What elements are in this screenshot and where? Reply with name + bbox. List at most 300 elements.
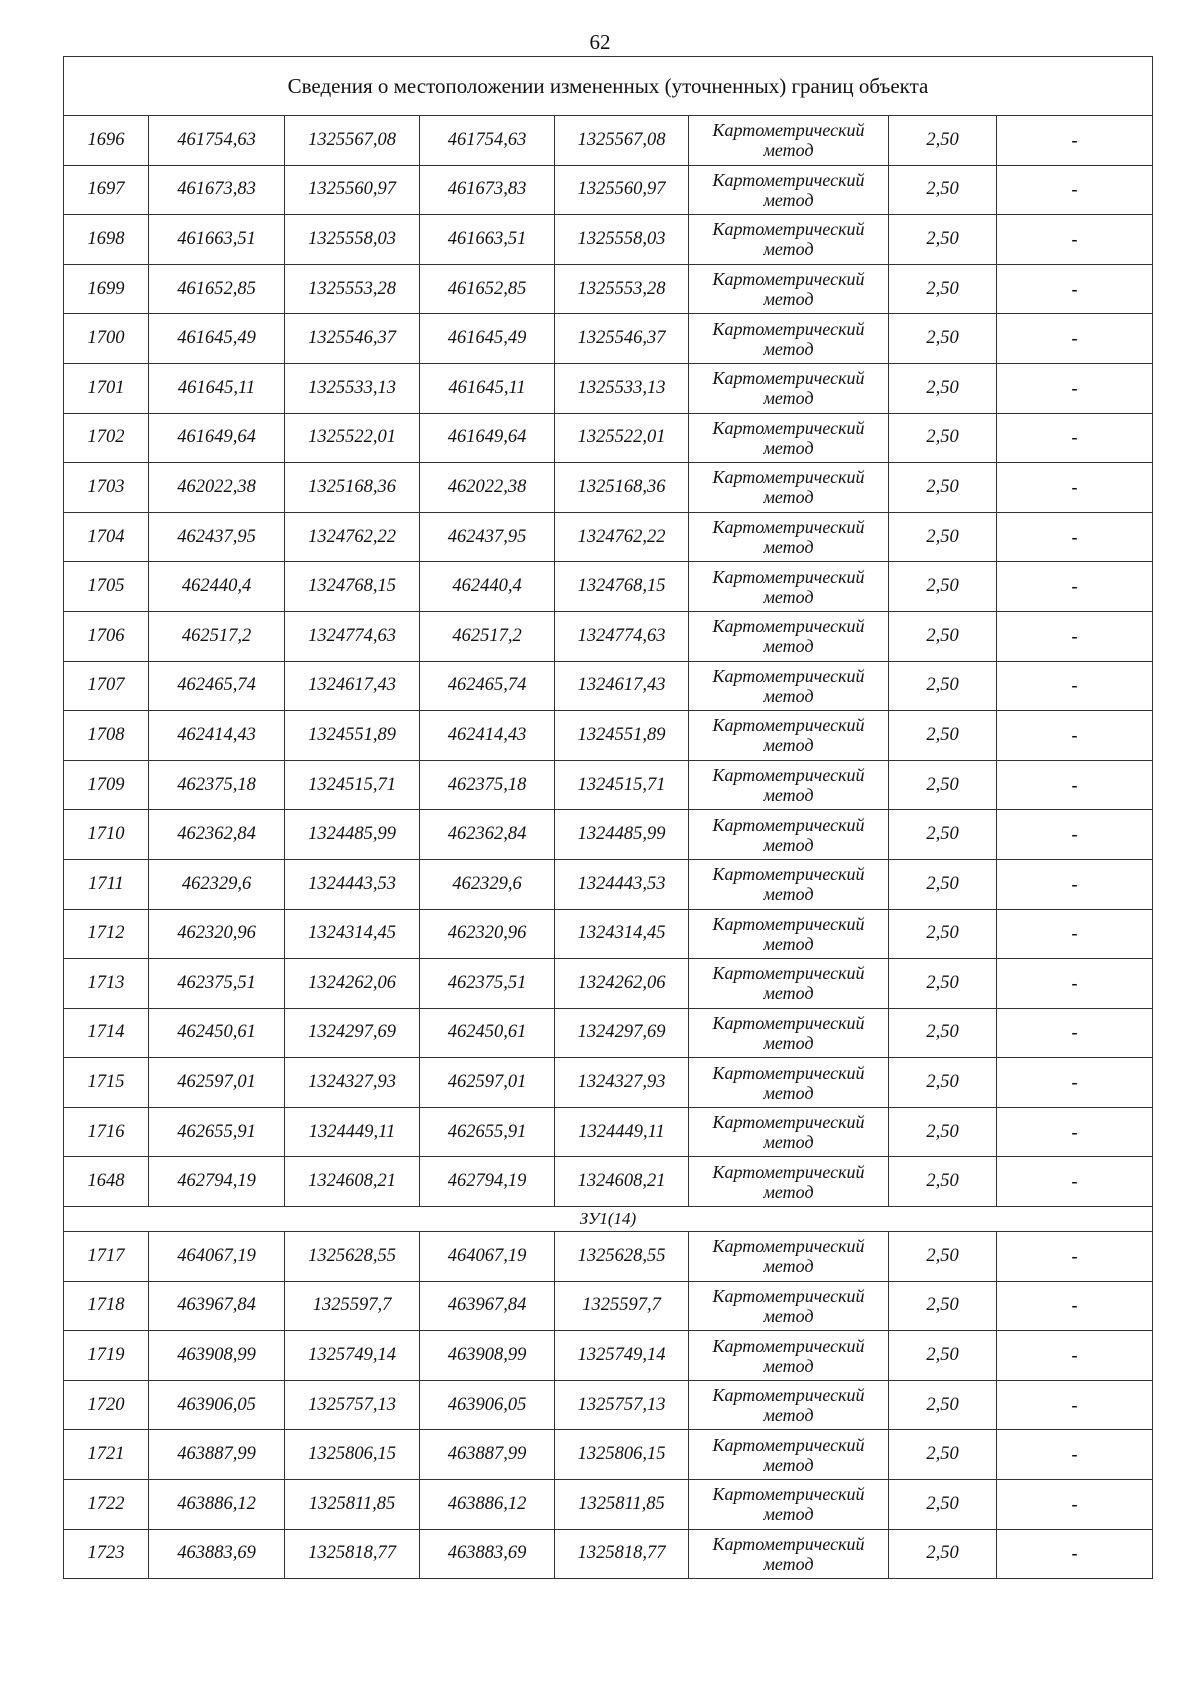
accuracy-cell: 2,50 [889, 413, 997, 463]
refined-x-cell: 462375,51 [420, 959, 555, 1009]
method-line-2: метод [763, 834, 814, 855]
accuracy-cell: 2,50 [889, 859, 997, 909]
existing-x-cell: 462440,4 [149, 562, 285, 612]
existing-y-cell: 1324608,21 [285, 1157, 420, 1207]
note-cell: - [997, 1331, 1153, 1381]
existing-y-cell: 1325628,55 [285, 1232, 420, 1282]
existing-x-cell: 461652,85 [149, 264, 285, 314]
method-cell [689, 1157, 889, 1207]
point-number-cell: 1714 [64, 1008, 149, 1058]
accuracy-cell: 2,50 [889, 1157, 997, 1207]
point-number-cell: 1706 [64, 611, 149, 661]
method-line-2: метод [763, 1082, 814, 1103]
existing-x-cell: 462465,74 [149, 661, 285, 711]
existing-x-cell: 462414,43 [149, 711, 285, 761]
table-row [64, 1281, 1153, 1331]
method-cell [689, 1107, 889, 1157]
method-line-2: метод [763, 586, 814, 607]
method-line-1: Картометрический [712, 219, 865, 240]
table-row [64, 1058, 1153, 1108]
method-cell [689, 1331, 889, 1381]
table-row [64, 1380, 1153, 1430]
method-cell [689, 1058, 889, 1108]
point-number-cell: 1723 [64, 1529, 149, 1579]
note-cell: - [997, 264, 1153, 314]
existing-x-cell: 463906,05 [149, 1380, 285, 1430]
table-row [64, 909, 1153, 959]
note-cell: - [997, 661, 1153, 711]
existing-y-cell: 1325546,37 [285, 314, 420, 364]
note-cell: - [997, 810, 1153, 860]
existing-y-cell: 1324485,99 [285, 810, 420, 860]
refined-y-cell: 1324515,71 [555, 760, 689, 810]
existing-y-cell: 1325806,15 [285, 1430, 420, 1480]
table-row [64, 1008, 1153, 1058]
refined-y-cell: 1325597,7 [555, 1281, 689, 1331]
note-cell: - [997, 314, 1153, 364]
table-row [64, 959, 1153, 1009]
refined-x-cell: 461754,63 [420, 116, 555, 166]
refined-x-cell: 462414,43 [420, 711, 555, 761]
refined-x-cell: 462465,74 [420, 661, 555, 711]
note-cell: - [997, 413, 1153, 463]
note-cell: - [997, 1281, 1153, 1331]
existing-x-cell: 462022,38 [149, 463, 285, 513]
method-line-1: Картометрический [712, 913, 865, 934]
accuracy-cell: 2,50 [889, 1008, 997, 1058]
refined-y-cell: 1324443,53 [555, 859, 689, 909]
refined-y-cell: 1325546,37 [555, 314, 689, 364]
method-line-1: Картометрический [712, 517, 865, 538]
existing-x-cell: 462597,01 [149, 1058, 285, 1108]
point-number-cell: 1699 [64, 264, 149, 314]
accuracy-cell: 2,50 [889, 562, 997, 612]
method-line-2: метод [763, 1181, 814, 1202]
note-cell: - [997, 611, 1153, 661]
accuracy-cell: 2,50 [889, 314, 997, 364]
existing-x-cell: 464067,19 [149, 1232, 285, 1282]
method-cell [689, 859, 889, 909]
refined-x-cell: 461649,64 [420, 413, 555, 463]
note-cell: - [997, 463, 1153, 513]
note-cell: - [997, 1480, 1153, 1530]
section-row [64, 1207, 1153, 1232]
note-cell: - [997, 363, 1153, 413]
refined-x-cell: 463883,69 [420, 1529, 555, 1579]
point-number-cell: 1712 [64, 909, 149, 959]
table-row [64, 314, 1153, 364]
method-line-2: метод [763, 537, 814, 558]
existing-x-cell: 463883,69 [149, 1529, 285, 1579]
method-line-1: Картометрический [712, 665, 865, 686]
point-number-cell: 1715 [64, 1058, 149, 1108]
table-row [64, 512, 1153, 562]
table-row [64, 363, 1153, 413]
method-cell [689, 413, 889, 463]
point-number-cell: 1703 [64, 463, 149, 513]
refined-y-cell: 1325818,77 [555, 1529, 689, 1579]
refined-y-cell: 1325806,15 [555, 1430, 689, 1480]
point-number-cell: 1701 [64, 363, 149, 413]
table-row [64, 1331, 1153, 1381]
point-number-cell: 1698 [64, 215, 149, 265]
refined-y-cell: 1325628,55 [555, 1232, 689, 1282]
method-cell [689, 959, 889, 1009]
method-line-1: Картометрический [712, 715, 865, 736]
refined-y-cell: 1324485,99 [555, 810, 689, 860]
table-row [64, 1529, 1153, 1579]
refined-y-cell: 1324449,11 [555, 1107, 689, 1157]
refined-y-cell: 1324327,93 [555, 1058, 689, 1108]
method-line-1: Картометрический [712, 120, 865, 141]
refined-x-cell: 461645,11 [420, 363, 555, 413]
note-cell: - [997, 1232, 1153, 1282]
method-cell [689, 909, 889, 959]
table-body [64, 57, 1153, 1579]
method-line-1: Картометрический [712, 467, 865, 488]
method-cell [689, 363, 889, 413]
method-line-2: метод [763, 1553, 814, 1574]
method-line-1: Картометрический [712, 1161, 865, 1182]
method-line-1: Картометрический [712, 1012, 865, 1033]
method-line-1: Картометрический [712, 1533, 865, 1554]
method-line-2: метод [763, 1504, 814, 1525]
refined-x-cell: 461673,83 [420, 165, 555, 215]
table-row [64, 116, 1153, 166]
note-cell: - [997, 959, 1153, 1009]
existing-x-cell: 463887,99 [149, 1430, 285, 1480]
method-line-2: метод [763, 933, 814, 954]
accuracy-cell: 2,50 [889, 463, 997, 513]
refined-x-cell: 461645,49 [420, 314, 555, 364]
accuracy-cell: 2,50 [889, 959, 997, 1009]
note-cell: - [997, 859, 1153, 909]
note-cell: - [997, 562, 1153, 612]
refined-x-cell: 462375,18 [420, 760, 555, 810]
method-line-1: Картометрический [712, 1236, 865, 1257]
existing-y-cell: 1324774,63 [285, 611, 420, 661]
refined-x-cell: 462437,95 [420, 512, 555, 562]
method-line-1: Картометрический [712, 765, 865, 786]
method-line-2: метод [763, 1305, 814, 1326]
method-cell [689, 760, 889, 810]
method-line-2: метод [763, 189, 814, 210]
point-number-cell: 1713 [64, 959, 149, 1009]
refined-y-cell: 1324774,63 [555, 611, 689, 661]
refined-x-cell: 463906,05 [420, 1380, 555, 1430]
refined-x-cell: 462329,6 [420, 859, 555, 909]
refined-x-cell: 463908,99 [420, 1331, 555, 1381]
point-number-cell: 1702 [64, 413, 149, 463]
refined-y-cell: 1325749,14 [555, 1331, 689, 1381]
refined-y-cell: 1325522,01 [555, 413, 689, 463]
existing-y-cell: 1324449,11 [285, 1107, 420, 1157]
existing-y-cell: 1324443,53 [285, 859, 420, 909]
refined-y-cell: 1324262,06 [555, 959, 689, 1009]
table-row [64, 1157, 1153, 1207]
method-line-2: метод [763, 437, 814, 458]
method-line-2: метод [763, 1132, 814, 1153]
method-line-1: Картометрический [712, 616, 865, 637]
existing-x-cell: 461645,49 [149, 314, 285, 364]
point-number-cell: 1705 [64, 562, 149, 612]
existing-y-cell: 1325533,13 [285, 363, 420, 413]
method-line-2: метод [763, 685, 814, 706]
note-cell: - [997, 165, 1153, 215]
method-line-2: метод [763, 983, 814, 1004]
existing-y-cell: 1324551,89 [285, 711, 420, 761]
refined-x-cell: 464067,19 [420, 1232, 555, 1282]
table-row [64, 661, 1153, 711]
table-row [64, 215, 1153, 265]
method-line-2: метод [763, 1355, 814, 1376]
point-number-cell: 1696 [64, 116, 149, 166]
existing-x-cell: 462362,84 [149, 810, 285, 860]
refined-y-cell: 1325558,03 [555, 215, 689, 265]
method-line-1: Картометрический [712, 566, 865, 587]
point-number-cell: 1710 [64, 810, 149, 860]
refined-y-cell: 1325560,97 [555, 165, 689, 215]
refined-x-cell: 462597,01 [420, 1058, 555, 1108]
accuracy-cell: 2,50 [889, 661, 997, 711]
note-cell: - [997, 116, 1153, 166]
refined-x-cell: 462517,2 [420, 611, 555, 661]
method-line-1: Картометрический [712, 1385, 865, 1406]
existing-y-cell: 1325567,08 [285, 116, 420, 166]
refined-x-cell: 461663,51 [420, 215, 555, 265]
point-number-cell: 1697 [64, 165, 149, 215]
existing-x-cell: 462655,91 [149, 1107, 285, 1157]
method-line-1: Картометрический [712, 1062, 865, 1083]
refined-y-cell: 1324551,89 [555, 711, 689, 761]
table-row [64, 611, 1153, 661]
existing-y-cell: 1324762,22 [285, 512, 420, 562]
method-line-1: Картометрический [712, 269, 865, 290]
existing-y-cell: 1325749,14 [285, 1331, 420, 1381]
refined-x-cell: 462794,19 [420, 1157, 555, 1207]
method-line-1: Картометрический [712, 814, 865, 835]
method-line-1: Картометрический [712, 1484, 865, 1505]
existing-y-cell: 1324515,71 [285, 760, 420, 810]
existing-y-cell: 1324314,45 [285, 909, 420, 959]
existing-y-cell: 1325522,01 [285, 413, 420, 463]
refined-y-cell: 1325811,85 [555, 1480, 689, 1530]
table-row [64, 859, 1153, 909]
method-cell [689, 1008, 889, 1058]
refined-x-cell: 462022,38 [420, 463, 555, 513]
refined-y-cell: 1324314,45 [555, 909, 689, 959]
refined-x-cell: 462362,84 [420, 810, 555, 860]
refined-y-cell: 1325533,13 [555, 363, 689, 413]
accuracy-cell: 2,50 [889, 215, 997, 265]
point-number-cell: 1722 [64, 1480, 149, 1530]
table-row [64, 760, 1153, 810]
method-line-2: метод [763, 289, 814, 310]
method-line-1: Картометрический [712, 1335, 865, 1356]
method-line-1: Картометрический [712, 1285, 865, 1306]
note-cell: - [997, 1107, 1153, 1157]
existing-x-cell: 461663,51 [149, 215, 285, 265]
existing-y-cell: 1325558,03 [285, 215, 420, 265]
accuracy-cell: 2,50 [889, 1058, 997, 1108]
existing-y-cell: 1325757,13 [285, 1380, 420, 1430]
method-line-2: метод [763, 785, 814, 806]
method-line-2: метод [763, 1032, 814, 1053]
accuracy-cell: 2,50 [889, 1107, 997, 1157]
table-row [64, 562, 1153, 612]
refined-y-cell: 1324617,43 [555, 661, 689, 711]
section-label: ЗУ1(14) [64, 1207, 1153, 1232]
method-line-2: метод [763, 388, 814, 409]
method-cell [689, 512, 889, 562]
table-row [64, 1107, 1153, 1157]
method-line-2: метод [763, 1405, 814, 1426]
existing-x-cell: 462375,51 [149, 959, 285, 1009]
method-line-1: Картометрический [712, 417, 865, 438]
accuracy-cell: 2,50 [889, 363, 997, 413]
refined-y-cell: 1324297,69 [555, 1008, 689, 1058]
accuracy-cell: 2,50 [889, 165, 997, 215]
point-number-cell: 1708 [64, 711, 149, 761]
existing-x-cell: 463908,99 [149, 1331, 285, 1381]
point-number-cell: 1718 [64, 1281, 149, 1331]
existing-y-cell: 1325597,7 [285, 1281, 420, 1331]
method-line-1: Картометрический [712, 169, 865, 190]
point-number-cell: 1719 [64, 1331, 149, 1381]
existing-y-cell: 1325560,97 [285, 165, 420, 215]
refined-y-cell: 1324762,22 [555, 512, 689, 562]
accuracy-cell: 2,50 [889, 116, 997, 166]
refined-x-cell: 463886,12 [420, 1480, 555, 1530]
note-cell: - [997, 1157, 1153, 1207]
note-cell: - [997, 1430, 1153, 1480]
existing-x-cell: 463886,12 [149, 1480, 285, 1530]
method-line-1: Картометрический [712, 963, 865, 984]
table-row [64, 264, 1153, 314]
note-cell: - [997, 909, 1153, 959]
point-number-cell: 1716 [64, 1107, 149, 1157]
accuracy-cell: 2,50 [889, 1331, 997, 1381]
method-line-2: метод [763, 636, 814, 657]
note-cell: - [997, 215, 1153, 265]
accuracy-cell: 2,50 [889, 611, 997, 661]
note-cell: - [997, 1529, 1153, 1579]
table-row [64, 810, 1153, 860]
point-number-cell: 1707 [64, 661, 149, 711]
accuracy-cell: 2,50 [889, 512, 997, 562]
method-cell [689, 810, 889, 860]
method-cell [689, 215, 889, 265]
table-row [64, 463, 1153, 513]
accuracy-cell: 2,50 [889, 1232, 997, 1282]
existing-x-cell: 461754,63 [149, 116, 285, 166]
method-cell [689, 611, 889, 661]
boundary-coordinates-table [63, 56, 1153, 1579]
method-cell [689, 1480, 889, 1530]
method-cell [689, 562, 889, 612]
method-line-2: метод [763, 1256, 814, 1277]
method-cell [689, 165, 889, 215]
table-row [64, 165, 1153, 215]
method-cell [689, 1281, 889, 1331]
point-number-cell: 1709 [64, 760, 149, 810]
existing-x-cell: 462794,19 [149, 1157, 285, 1207]
existing-x-cell: 461645,11 [149, 363, 285, 413]
existing-y-cell: 1324617,43 [285, 661, 420, 711]
method-line-1: Картометрический [712, 318, 865, 339]
point-number-cell: 1720 [64, 1380, 149, 1430]
refined-x-cell: 462450,61 [420, 1008, 555, 1058]
table-row [64, 1480, 1153, 1530]
point-number-cell: 1648 [64, 1157, 149, 1207]
existing-y-cell: 1325811,85 [285, 1480, 420, 1530]
note-cell: - [997, 1380, 1153, 1430]
existing-x-cell: 462437,95 [149, 512, 285, 562]
note-cell: - [997, 1058, 1153, 1108]
refined-y-cell: 1325553,28 [555, 264, 689, 314]
existing-x-cell: 462375,18 [149, 760, 285, 810]
table-row [64, 413, 1153, 463]
table-header-row [64, 57, 1153, 116]
note-cell: - [997, 711, 1153, 761]
existing-x-cell: 461649,64 [149, 413, 285, 463]
method-cell [689, 1380, 889, 1430]
refined-x-cell: 461652,85 [420, 264, 555, 314]
refined-x-cell: 462440,4 [420, 562, 555, 612]
method-line-2: метод [763, 884, 814, 905]
accuracy-cell: 2,50 [889, 1281, 997, 1331]
accuracy-cell: 2,50 [889, 909, 997, 959]
point-number-cell: 1704 [64, 512, 149, 562]
accuracy-cell: 2,50 [889, 1480, 997, 1530]
accuracy-cell: 2,50 [889, 1380, 997, 1430]
method-line-2: метод [763, 338, 814, 359]
refined-y-cell: 1325757,13 [555, 1380, 689, 1430]
method-line-1: Картометрический [712, 1434, 865, 1455]
method-line-2: метод [763, 1454, 814, 1475]
existing-y-cell: 1324768,15 [285, 562, 420, 612]
method-line-2: метод [763, 140, 814, 161]
table-title: Сведения о местоположении измененных (уточненных) границ объекта [64, 57, 1153, 116]
method-cell [689, 1529, 889, 1579]
page-number: 62 [589, 30, 611, 54]
point-number-cell: 1700 [64, 314, 149, 364]
existing-x-cell: 462517,2 [149, 611, 285, 661]
refined-x-cell: 463887,99 [420, 1430, 555, 1480]
method-line-1: Картометрический [712, 1112, 865, 1133]
existing-x-cell: 462329,6 [149, 859, 285, 909]
point-number-cell: 1721 [64, 1430, 149, 1480]
method-cell [689, 264, 889, 314]
existing-x-cell: 462450,61 [149, 1008, 285, 1058]
existing-y-cell: 1324262,06 [285, 959, 420, 1009]
method-cell [689, 711, 889, 761]
existing-y-cell: 1324297,69 [285, 1008, 420, 1058]
accuracy-cell: 2,50 [889, 711, 997, 761]
method-cell [689, 463, 889, 513]
existing-y-cell: 1324327,93 [285, 1058, 420, 1108]
existing-x-cell: 462320,96 [149, 909, 285, 959]
accuracy-cell: 2,50 [889, 760, 997, 810]
accuracy-cell: 2,50 [889, 1430, 997, 1480]
method-line-2: метод [763, 735, 814, 756]
point-number-cell: 1717 [64, 1232, 149, 1282]
method-line-1: Картометрический [712, 368, 865, 389]
method-cell [689, 661, 889, 711]
method-line-1: Картометрический [712, 864, 865, 885]
existing-x-cell: 461673,83 [149, 165, 285, 215]
refined-x-cell: 462320,96 [420, 909, 555, 959]
